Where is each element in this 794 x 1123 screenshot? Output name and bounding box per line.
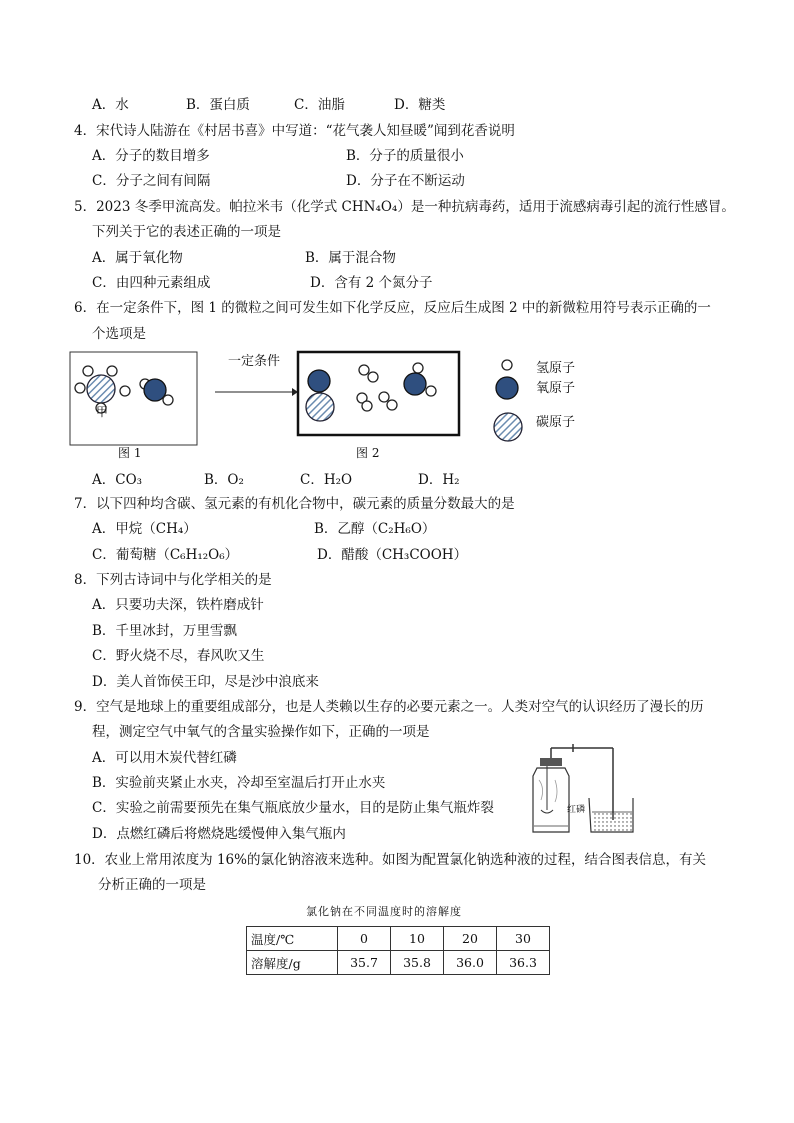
q5-stem-line1: 5．2023 冬季甲流高发。帕拉米韦（化学式 CHN₄O₄）是一种抗病毒药，适用于流感病毒引起的流行性感冒。 bbox=[74, 199, 735, 215]
table-cell: 35.7 bbox=[338, 951, 391, 975]
q3-option-b: B．蛋白质 bbox=[186, 97, 250, 113]
co-molecule bbox=[306, 370, 334, 421]
q3-option-d: D．糖类 bbox=[394, 97, 446, 113]
q6-stem-line1: 6．在一定条件下，图 1 的微粒之间可发生如下化学反应，反应后生成图 2 中的新微粒用符号表示正确的一 bbox=[74, 300, 711, 316]
legend-carbon-icon bbox=[494, 413, 522, 441]
q5-option-c: C．由四种元素组成 bbox=[92, 275, 211, 291]
q6-option-b: B．O₂ bbox=[204, 472, 244, 488]
fig1-caption: 图 1 bbox=[118, 446, 142, 460]
table-cell: 0 bbox=[338, 927, 391, 951]
q9-option-d: D．点燃红磷后将燃烧匙缓慢伸入集气瓶内 bbox=[92, 826, 346, 842]
oxygen-molecule bbox=[140, 379, 173, 405]
arrow-label: 一定条件 bbox=[228, 354, 281, 369]
q8-stem: 8．下列古诗词中与化学相关的是 bbox=[74, 572, 272, 588]
q4-option-b: B．分子的质量很小 bbox=[346, 148, 464, 164]
table-row bbox=[247, 951, 550, 975]
q9-stem-line1: 9．空气是地球上的重要组成部分，也是人类赖以生存的必要元素之一。人类对空气的认识经历了漫长的历 bbox=[74, 699, 704, 715]
q8-option-d: D．美人首饰侯王印，尽是沙中浪底来 bbox=[92, 674, 319, 690]
table-cell: 温度/℃ bbox=[247, 927, 338, 951]
q9-option-b: B．实验前夹紧止水夹，冷却至室温后打开止水夹 bbox=[92, 775, 386, 791]
solubility-table-title: 氯化钠在不同温度时的溶解度 bbox=[306, 905, 462, 918]
q3-option-a: A．水 bbox=[92, 97, 129, 113]
q4-stem: 4．宋代诗人陆游在《村居书喜》中写道：“花气袭人知昼暖”闻到花香说明 bbox=[74, 123, 515, 139]
q6-option-d: D．H₂ bbox=[418, 472, 460, 488]
water-molecule bbox=[404, 363, 436, 396]
q9-option-a: A．可以用木炭代替红磷 bbox=[92, 750, 237, 766]
q5-option-b: B．属于混合物 bbox=[305, 250, 396, 266]
solubility-table bbox=[246, 926, 550, 975]
table-cell: 36.3 bbox=[497, 951, 550, 975]
q10-stem-line1: 10．农业上常用浓度为 16%的氯化钠溶液来选种。如图为配置氯化钠选种液的过程，结合图表信息，有关 bbox=[74, 852, 706, 868]
fig2-caption: 图 2 bbox=[356, 446, 380, 460]
legend-oxygen: 氧原子 bbox=[536, 381, 576, 396]
red-phosphorus-label: 红磷 bbox=[567, 805, 586, 815]
q7-stem: 7．以下四种均含碳、氢元素的有机化合物中，碳元素的质量分数最大的是 bbox=[74, 496, 515, 512]
q10-stem-line2: 分析正确的一项是 bbox=[98, 877, 206, 893]
q5-option-d: D．含有 2 个氮分子 bbox=[310, 275, 433, 291]
q9-option-c: C．实验之前需要预先在集气瓶底放少量水，目的是防止集气瓶炸裂 bbox=[92, 800, 494, 816]
q4-option-d: D．分子在不断运动 bbox=[346, 173, 465, 189]
legend-hydrogen-icon bbox=[502, 360, 512, 370]
legend-carbon: 碳原子 bbox=[536, 415, 576, 430]
table-cell: 30 bbox=[497, 927, 550, 951]
q7-option-d: D．醋酸（CH₃COOH） bbox=[317, 547, 468, 563]
q6-stem-line2: 个选项是 bbox=[92, 326, 146, 342]
q8-option-b: B．千里冰封，万里雪飘 bbox=[92, 623, 237, 639]
legend-oxygen-icon bbox=[496, 377, 518, 399]
q8-option-a: A．只要功夫深，铁杵磨成针 bbox=[92, 597, 264, 613]
q5-option-a: A．属于氧化物 bbox=[92, 250, 183, 266]
q7-option-b: B．乙醇（C₂H₆O） bbox=[314, 521, 436, 537]
q8-option-c: C．野火烧不尽，春风吹又生 bbox=[92, 648, 265, 664]
q9-stem-line2: 程，测定空气中氧气的含量实验操作如下，正确的一项是 bbox=[92, 724, 430, 740]
q6-option-c: C．H₂O bbox=[300, 472, 353, 488]
hydrogen-molecules bbox=[357, 365, 397, 411]
legend bbox=[494, 360, 522, 441]
q6-option-a: A．CO₃ bbox=[92, 472, 143, 488]
legend-hydrogen: 氢原子 bbox=[536, 361, 576, 376]
q7-option-a: A．甲烷（CH₄） bbox=[92, 521, 197, 537]
oxygen-content-apparatus bbox=[525, 740, 635, 835]
table-cell: 20 bbox=[444, 927, 497, 951]
q4-option-a: A．分子的数目增多 bbox=[92, 148, 210, 164]
table-cell: 溶解度/g bbox=[247, 951, 338, 975]
q3-option-c: C．油脂 bbox=[294, 97, 345, 113]
table-row bbox=[247, 927, 550, 951]
table-cell: 10 bbox=[391, 927, 444, 951]
jia-label: 甲 bbox=[96, 405, 109, 419]
table-cell: 36.0 bbox=[444, 951, 497, 975]
table-cell: 35.8 bbox=[391, 951, 444, 975]
q7-option-c: C．葡萄糖（C₆H₁₂O₆） bbox=[92, 547, 239, 563]
q5-stem-line2: 下列关于它的表述正确的一项是 bbox=[92, 224, 281, 240]
q4-option-c: C．分子之间有间隔 bbox=[92, 173, 211, 189]
